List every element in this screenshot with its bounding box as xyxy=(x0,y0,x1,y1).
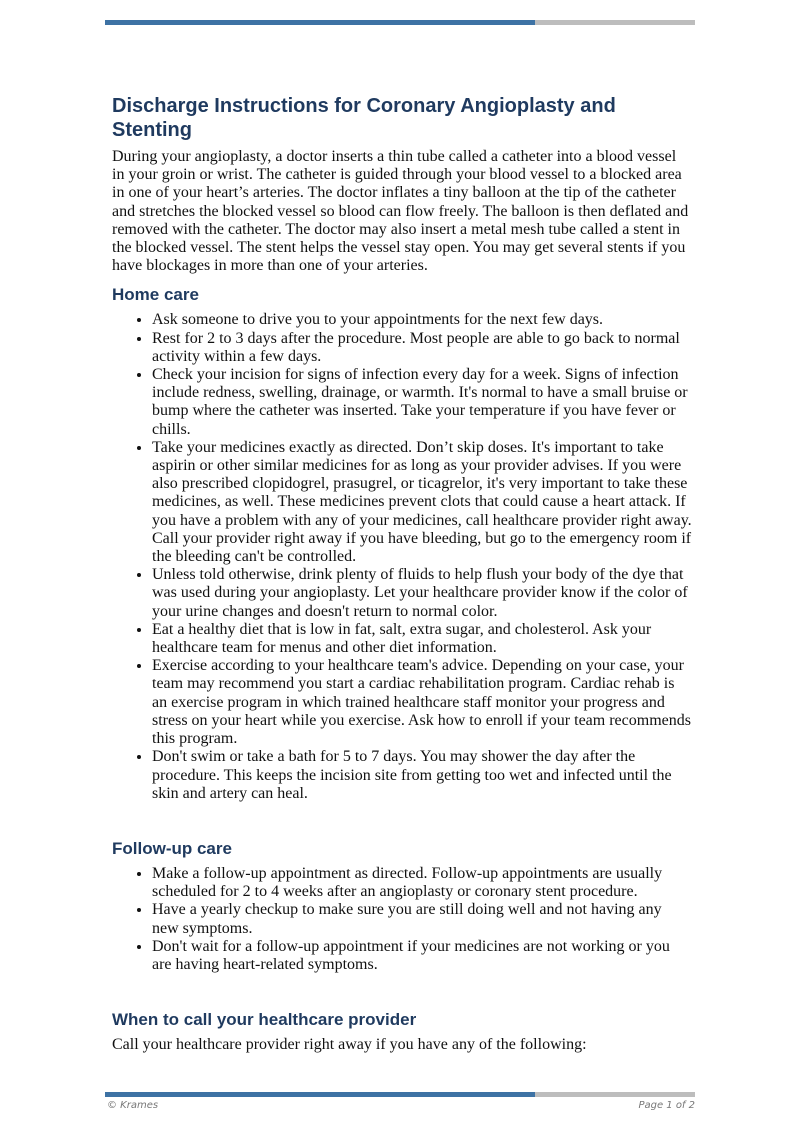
header-bar xyxy=(105,20,695,25)
list-item: • Don't wait for a follow-up appointment if your medicines are not working or you are having heart-related symptoms. xyxy=(152,938,692,974)
list-item: • Eat a healthy diet that is low in fat, salt, extra sugar, and cholesterol. Ask your healthcare team for menus and other diet information. xyxy=(152,621,692,657)
footer-bar-secondary xyxy=(535,1092,695,1097)
list-item: • Exercise according to your healthcare team's advice. Depending on your case, your team may recommend you start a cardiac rehabilitation program. Cardiac rehab is an exercise program in which trained healthcare staff monitor your progress and stress on your heart while you exercise. Ask how to enroll if your team recommends this program. xyxy=(152,657,692,748)
list-item: • Take your medicines exactly as directed. Don’t skip doses. It's important to take aspirin or other similar medicines for as long as your provider advises. If you were also prescribed clopidogrel, prasugrel, or ticagrelor, it's very important to take these medicines, as well. These medicines prevent clots that could cause a heart attack. If you have a problem with any of your medicines, call healthcare provider right away. Call your provider right away if you have bleeding, but go to the emergency room if the bleeding can't be controlled. xyxy=(152,439,692,566)
when-to-call-text: Call your healthcare provider right away if you have any of the following: xyxy=(112,1036,587,1054)
home-care-heading: Home care xyxy=(112,285,199,305)
follow-up-heading: Follow-up care xyxy=(112,838,232,858)
footer-bar xyxy=(105,1092,695,1097)
list-item: • Check your incision for signs of infection every day for a week. Signs of infection include redness, swelling, drainage, or warmth. It's normal to have a small bruise or bump where the catheter was inserted. Take your temperature if you have fever or chills. xyxy=(152,366,692,439)
section-spacer xyxy=(112,974,692,1000)
document-body xyxy=(112,94,692,1054)
home-care-list xyxy=(112,311,692,802)
footer xyxy=(107,1100,695,1111)
copyright-text: © Krames xyxy=(107,1100,159,1111)
follow-up-list xyxy=(112,865,692,974)
page-number: Page 1 of 2 xyxy=(638,1100,695,1111)
list-item: • Rest for 2 to 3 days after the procedure. Most people are able to go back to normal activity within a few days. xyxy=(152,330,692,366)
document-title: Discharge Instructions for Coronary Angioplasty and Stenting xyxy=(112,95,616,141)
footer-bar-primary xyxy=(105,1092,535,1097)
section-spacer xyxy=(112,803,692,829)
when-to-call-heading: When to call your healthcare provider xyxy=(112,1010,417,1030)
header-bar-primary xyxy=(105,20,535,25)
list-item: • Ask someone to drive you to your appointments for the next few days. xyxy=(152,311,692,329)
list-item: • Unless told otherwise, drink plenty of fluids to help flush your body of the dye that was used during your angioplasty. Let your healthcare provider know if the color of your urine changes and doesn't return to normal color. xyxy=(152,566,692,621)
list-item: • Don't swim or take a bath for 5 to 7 days. You may shower the day after the procedure. This keeps the incision site from getting too wet and infected until the skin and artery can heal. xyxy=(152,748,692,803)
list-item: • Have a yearly checkup to make sure you are still doing well and not having any new symptoms. xyxy=(152,901,692,937)
list-item: • Make a follow-up appointment as directed. Follow-up appointments are usually scheduled for 2 to 4 weeks after an angioplasty or coronary stent procedure. xyxy=(152,865,692,901)
header-bar-secondary xyxy=(535,20,695,25)
intro-paragraph: During your angioplasty, a doctor inserts a thin tube called a catheter into a blood vessel in your groin or wrist. The catheter is guided through your blood vessel to a blocked area in one of your heart’s arteries. The doctor inflates a tiny balloon at the tip of the catheter and stretches the blocked vessel so blood can flow freely. The balloon is then deflated and removed with the catheter. The doctor may also insert a metal mesh tube called a stent in the blocked vessel. The stent helps the vessel stay open. You may get several stents if you have blockages in more than one of your arteries. xyxy=(112,148,689,275)
